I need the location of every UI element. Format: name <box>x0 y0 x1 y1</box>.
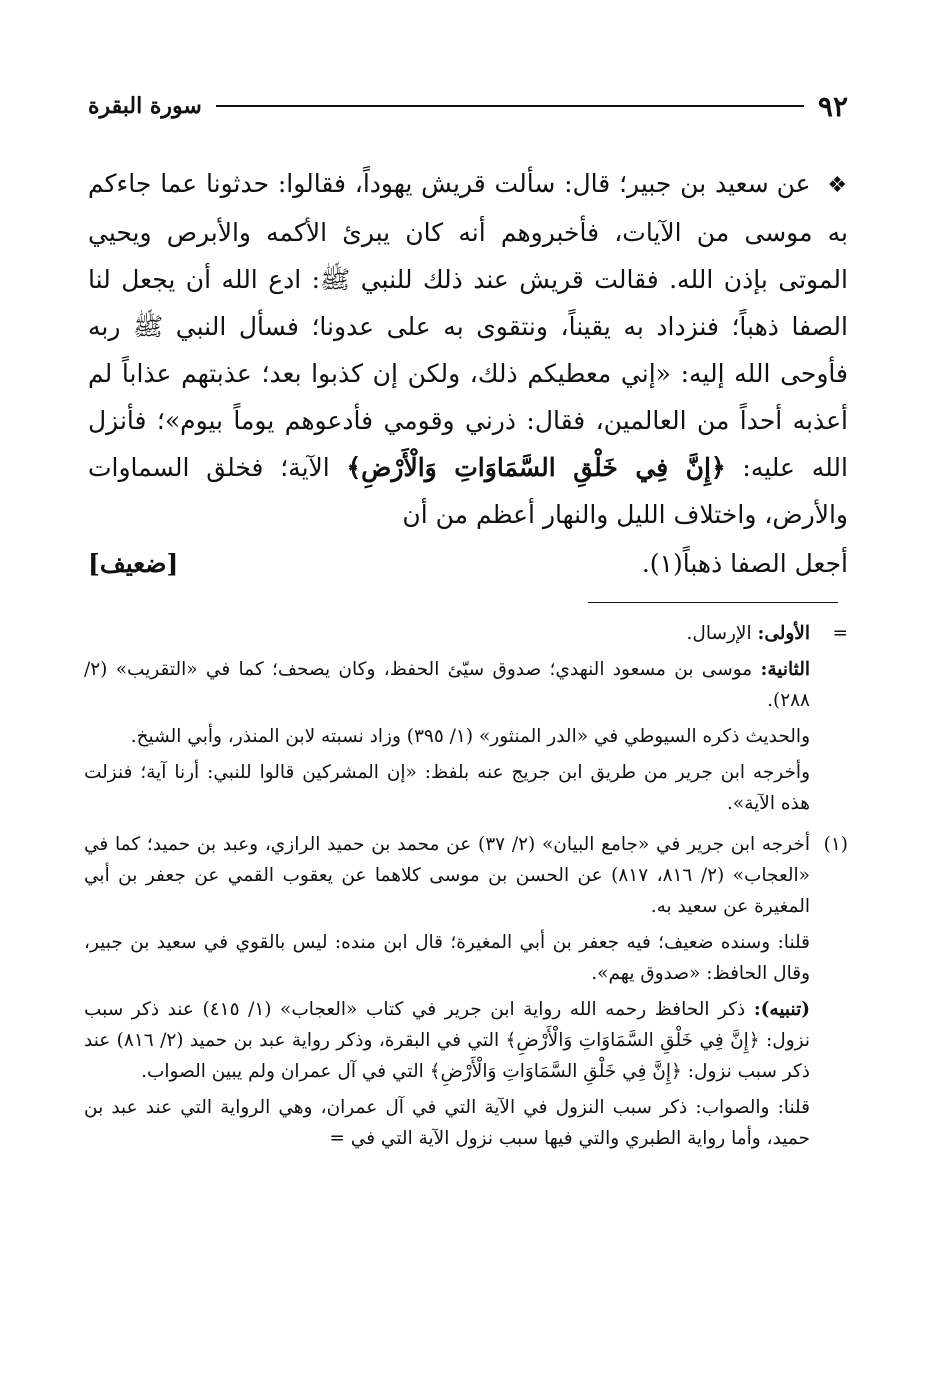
first-text: الإرسال. <box>686 623 752 644</box>
tanbih-text-2: التي في البقرة، وذكر رواية عبد بن حميد (٢/ ٨١٦) عند ذكر سبب نزول: <box>84 1030 810 1082</box>
grade-line <box>88 540 848 587</box>
footnote-item-second <box>84 654 810 716</box>
second-label: الثانية: <box>760 659 810 680</box>
footnote-jurayj: وأخرجه ابن جرير من طريق ابن جريج عنه بلفظ: «إن المشركين قالوا للنبي: أرنا آية؛ فنزلت هذه الآية». <box>84 762 810 814</box>
footnote-1-sawab: قلنا: والصواب: ذكر سبب النزول في الآية التي في آل عمران، وهي الرواية التي عند عبد بن حميد، وأما رواية الطبري والتي فيها سبب نزول الآية التي في = <box>84 1097 810 1149</box>
footnote-1-marker: (١) <box>823 834 848 855</box>
first-label: الأولى: <box>757 623 810 644</box>
hadith-paragraph <box>88 160 848 538</box>
continuation-marker: = <box>832 623 848 644</box>
tanbih-label: (تنبيه): <box>753 999 810 1020</box>
page-number: ٩٢ <box>817 89 848 123</box>
hadith-last-line: أجعل الصفا ذهباً(١). <box>641 549 848 578</box>
tanbih-text-3: التي في آل عمران ولم يبين الصواب. <box>141 1061 424 1082</box>
footnote-item-first <box>84 618 810 649</box>
hadith-body: عن سعيد بن جبير؛ قال: سألت قريش يهوداً، فقالوا: حدثونا عما جاءكم به موسى من الآيات، فأخبروهم أنه كان يبرئ الأكمه والأبرص ويحيي الموتى بإذن الله. فقالت قريش عند ذلك للنبي ﷺ: ادع الله أن يجعل لنا الصفا ذهباً؛ فنزداد به يقيناً، ونتقوى به على عدونا؛ فسأل النبي ﷺ ربه فأوحى الله إليه: «إني معطيكم ذلك، ولكن إن كذبوا بعد؛ عذبتهم عذاباً لم أعذبه أحداً من العالمين، فقال: ذرني وقومي فأدعوهم يوماً بيوم»؛ فأنزل الله عليه: <box>88 169 848 482</box>
quran-verse: ﴿إِنَّ فِي خَلْقِ السَّمَاوَاتِ وَالْأَرْضِ﴾ <box>346 453 726 482</box>
tanbih-text-1: ذكر الحافظ رحمه الله رواية ابن جرير في كتاب «العجاب» (١/ ٤١٥) عند ذكر سبب نزول: <box>84 999 810 1051</box>
footnote-separator <box>588 602 838 603</box>
second-text: موسى بن مسعود النهدي؛ صدوق سيّئ الحفظ، وكان يصحف؛ كما في «التقريب» (٢/ ٢٨٨). <box>84 659 810 711</box>
footnotes <box>84 618 848 1164</box>
header-rule <box>216 105 804 107</box>
surah-title: سورة البقرة <box>88 93 202 119</box>
grade-badge: [ضعيف] <box>88 549 179 578</box>
page-header <box>88 86 848 126</box>
tanbih-quran-2: ﴿إِنَّ فِي خَلْقِ السَّمَاوَاتِ وَالْأَرْضِ﴾ <box>429 1061 682 1082</box>
tanbih-quran-1: ﴿إِنَّ فِي خَلْقِ السَّمَاوَاتِ وَالْأَرْضِ﴾ <box>505 1030 760 1051</box>
hadith-text <box>88 160 848 587</box>
footnote-suyuti: والحديث ذكره السيوطي في «الدر المنثور» (١/ ٣٩٥) وزاد نسبته لابن المنذر، وأبي الشيخ. <box>130 726 810 747</box>
footnote-1-text: أخرجه ابن جرير في «جامع البيان» (٢/ ٣٧) عن محمد بن حميد الرازي، وعبد بن حميد؛ كما في «العجاب» (٢/ ٨١٦، ٨١٧) عن الحسن بن موسى كلاهما عن يعقوب القمي عن جعفر بن أبي المغيرة عن سعيد به. <box>84 834 810 917</box>
footnote-1 <box>84 829 848 1159</box>
footnote-1-tanbih <box>84 994 810 1087</box>
hadith-body-end: الآية؛ فخلق السماوات والأرض، واختلاف الليل والنهار أعظم من أن <box>88 453 848 529</box>
footnote-1-qulna: قلنا: وسنده ضعيف؛ فيه جعفر بن أبي المغيرة؛ قال ابن منده: ليس بالقوي في سعيد بن جبير، وقال الحافظ: «صدوق يهم». <box>84 932 810 984</box>
hadith-marker-icon: ❖ <box>827 173 848 198</box>
footnote-continuation <box>84 618 848 824</box>
